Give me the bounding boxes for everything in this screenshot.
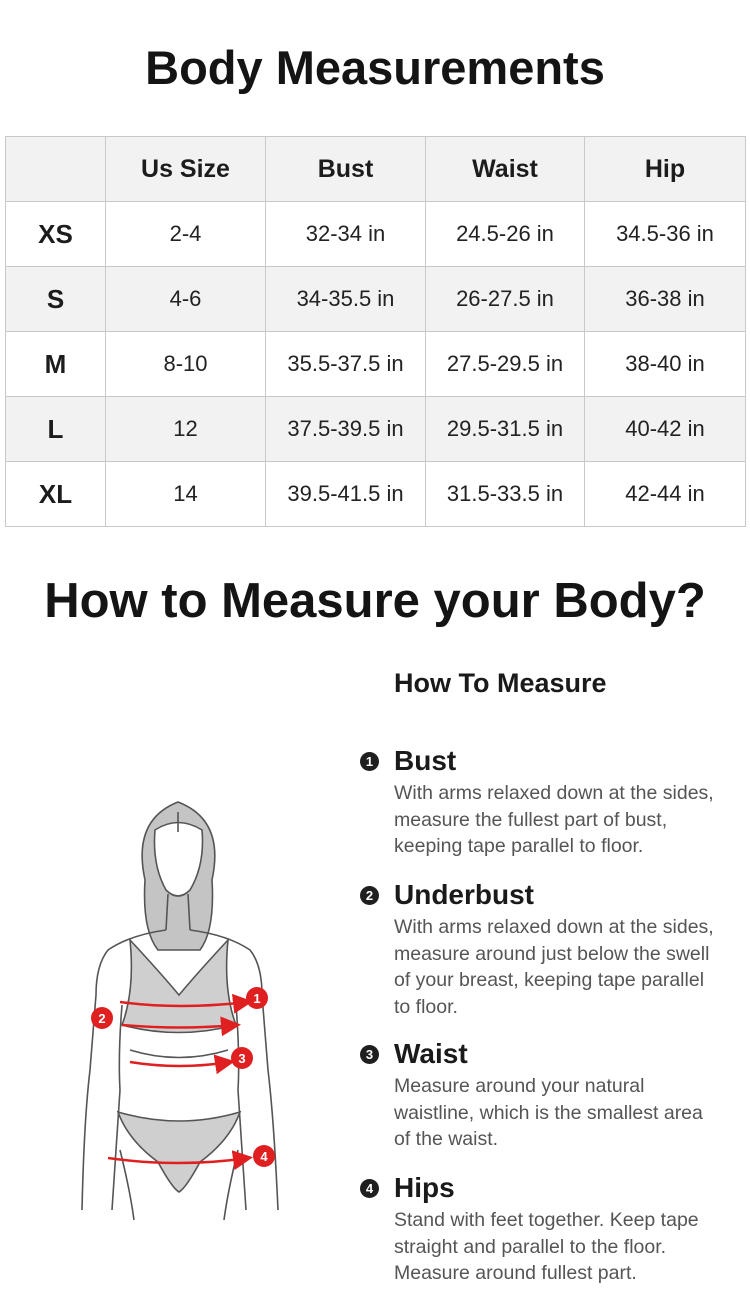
step-description: Measure around your natural waistline, which is the smallest area of the waist. [394, 1075, 703, 1150]
table-cell: 14 [106, 462, 266, 527]
table-header-row [6, 137, 746, 202]
step-underbust [360, 878, 750, 1020]
step-title: Hips [394, 1172, 455, 1203]
size-label: M [6, 332, 106, 397]
table-row [6, 332, 746, 397]
table-cell: 4-6 [106, 267, 266, 332]
table-cell: 35.5-37.5 in [266, 332, 426, 397]
page-title: Body Measurements [145, 41, 605, 94]
step-number-4: 4 [360, 1179, 379, 1198]
table-cell: 37.5-39.5 in [266, 397, 426, 462]
table-cell: 27.5-29.5 in [426, 332, 585, 397]
header-cell: Waist [426, 137, 585, 202]
size-table [5, 136, 746, 527]
step-hips [360, 1171, 750, 1287]
table-cell: 36-38 in [585, 267, 746, 332]
table-row [6, 397, 746, 462]
table-row [6, 267, 746, 332]
table-cell: 8-10 [106, 332, 266, 397]
step-bust [360, 744, 750, 860]
section-title: How to Measure your Body? [44, 574, 706, 628]
step-number-1: 1 [360, 752, 379, 771]
table-cell: 42-44 in [585, 462, 746, 527]
marker-4: 4 [260, 1149, 268, 1164]
table-row [6, 462, 746, 527]
step-title: Bust [394, 745, 457, 776]
step-title: Underbust [394, 879, 534, 910]
marker-1: 1 [253, 991, 261, 1006]
body-figure-illustration [60, 790, 320, 1230]
marker-3: 3 [238, 1051, 246, 1066]
table-row [6, 202, 746, 267]
marker-2: 2 [98, 1011, 106, 1026]
step-title: Waist [394, 1038, 468, 1069]
size-label: L [6, 397, 106, 462]
header-cell: Hip [585, 137, 746, 202]
step-waist [360, 1037, 750, 1153]
table-cell: 29.5-31.5 in [426, 397, 585, 462]
header-cell: Us Size [106, 137, 266, 202]
table-cell: 34-35.5 in [266, 267, 426, 332]
table-cell: 26-27.5 in [426, 267, 585, 332]
size-label: XS [6, 202, 106, 267]
size-label: S [6, 267, 106, 332]
header-cell [6, 137, 106, 202]
table-cell: 40-42 in [585, 397, 746, 462]
step-number-2: 2 [360, 886, 379, 905]
table-cell: 39.5-41.5 in [266, 462, 426, 527]
table-cell: 38-40 in [585, 332, 746, 397]
step-description: With arms relaxed down at the sides, measure the fullest part of bust, keeping tape parallel to floor. [394, 782, 714, 857]
step-description: With arms relaxed down at the sides, measure around just below the swell of your breast, keeping tape parallel to floor. [394, 916, 714, 1018]
table-cell: 24.5-26 in [426, 202, 585, 267]
table-cell: 34.5-36 in [585, 202, 746, 267]
table-cell: 31.5-33.5 in [426, 462, 585, 527]
header-cell: Bust [266, 137, 426, 202]
size-label: XL [6, 462, 106, 527]
table-cell: 2-4 [106, 202, 266, 267]
step-description: Stand with feet together. Keep tape straight and parallel to the floor. Measure around fullest part. [394, 1209, 699, 1284]
table-cell: 32-34 in [266, 202, 426, 267]
table-cell: 12 [106, 397, 266, 462]
how-to-measure-heading: How To Measure [394, 668, 607, 698]
step-number-3: 3 [360, 1045, 379, 1064]
